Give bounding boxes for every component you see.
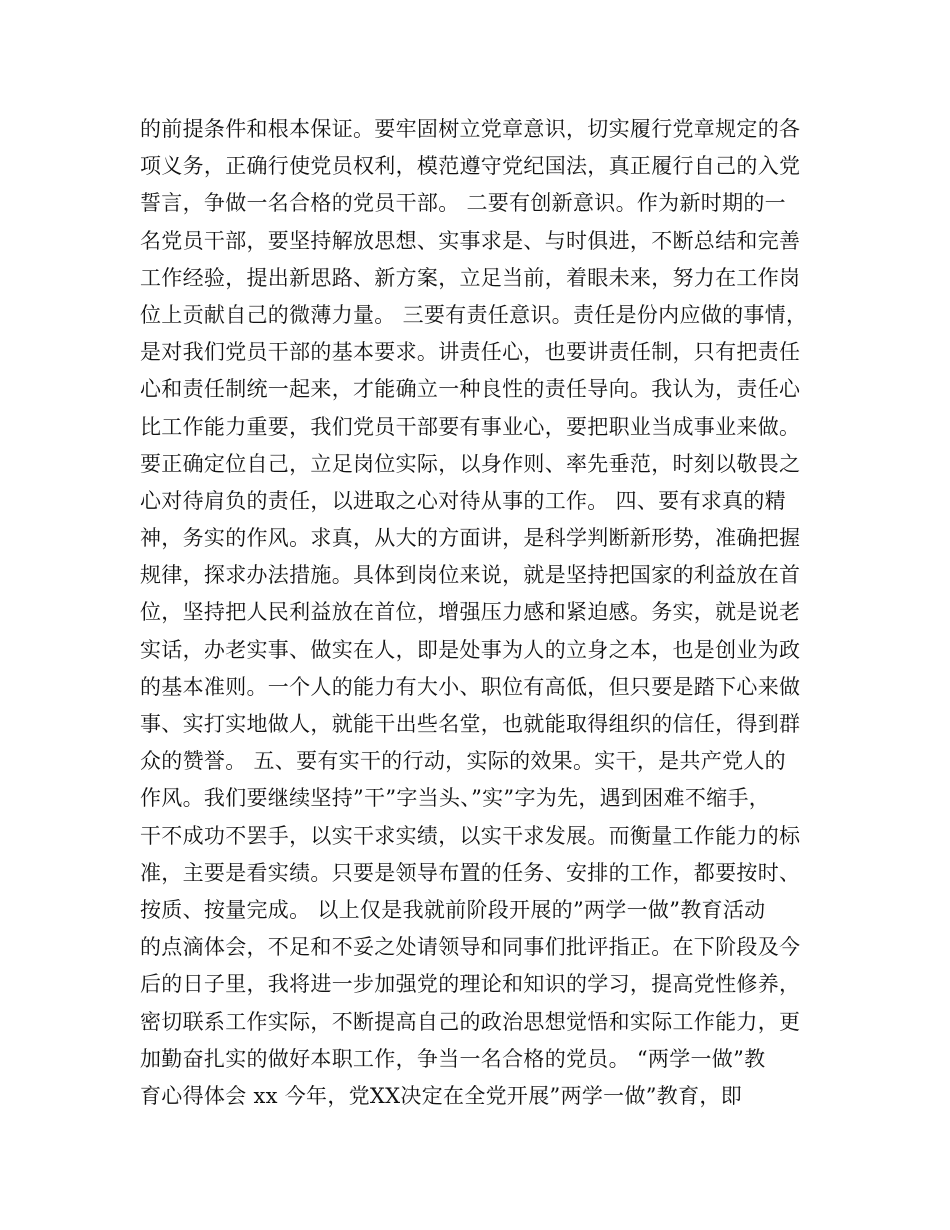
text-line: 育心得体会 xx 今年，党XX决定在全党开展”两学一做”教育，即 [140,1083,743,1108]
text-line: 心和责任制统一起来，才能确立一种良性的责任导向。我认为，责任心 [140,377,801,402]
text-line: 是对我们党员干部的基本要求。讲责任心，也要讲责任制，只有把责任 [140,340,801,365]
text-line: 工作经验，提出新思路、新方案，立足当前，着眼未来，努力在工作岗 [140,265,801,290]
text-line: 作风。我们要继续坚持”干”字当头、”实”字为先，遇到困难不缩手， [140,786,771,811]
text-line: 后的日子里，我将进一步加强党的理论和知识的学习，提高党性修养， [140,972,801,997]
text-line: 加勤奋扎实的做好本职工作，争当一名合格的党员。 “两学一做”教 [140,1046,766,1071]
text-line: 规律，探求办法措施。具体到岗位来说，就是坚持把国家的利益放在首 [140,563,801,588]
text-line: 众的赞誉。 五、要有实干的行动，实际的效果。实干，是共产党人的 [140,749,786,774]
text-line: 干不成功不罢手，以实干求实绩，以实干求发展。而衡量工作能力的标 [140,823,801,848]
text-line: 的点滴体会，不足和不妥之处请领导和同事们批评指正。在下阶段及今 [140,935,801,960]
text-line: 按质、按量完成。 以上仅是我就前阶段开展的”两学一做”教育活动 [140,897,766,922]
text-line: 誓言，争做一名合格的党员干部。 二要有创新意识。作为新时期的一 [140,191,786,216]
text-line: 项义务，正确行使党员权利，模范遵守党纪国法，真正履行自己的入党 [140,154,801,179]
text-line: 实话，办老实事、做实在人，即是处事为人的立身之本，也是创业为政 [140,637,801,662]
text-line: 心对待肩负的责任，以进取之心对待从事的工作。 四、要有求真的精 [140,488,786,513]
text-line: 的基本准则。一个人的能力有大小、职位有高低，但只要是踏下心来做 [140,674,801,699]
text-line: 的前提条件和根本保证。要牢固树立党章意识，切实履行党章规定的各 [140,117,801,141]
text-line: 准，主要是看实绩。只要是领导布置的任务、安排的工作，都要按时、 [140,860,801,885]
text-line: 位，坚持把人民利益放在首位，增强压力感和紧迫感。务实，就是说老 [140,600,801,625]
text-line: 密切联系工作实际，不断提高自己的政治思想觉悟和实际工作能力，更 [140,1009,801,1034]
text-line: 事、实打实地做人，就能干出些名堂，也就能取得组织的信任，得到群 [140,712,801,736]
body-text [140,111,830,1115]
text-line: 位上贡献自己的微薄力量。 三要有责任意识。责任是份内应做的事情， [140,302,808,327]
text-line: 要正确定位自己，立足岗位实际，以身作则、率先垂范，时刻以敬畏之 [140,451,801,476]
text-line: 比工作能力重要，我们党员干部要有事业心，要把职业当成事业来做。 [140,414,801,439]
text-line: 名党员干部，要坚持解放思想、实事求是、与时俱进，不断总结和完善 [140,228,801,253]
text-line: 神，务实的作风。求真，从大的方面讲，是科学判断新形势，准确把握 [140,526,801,551]
